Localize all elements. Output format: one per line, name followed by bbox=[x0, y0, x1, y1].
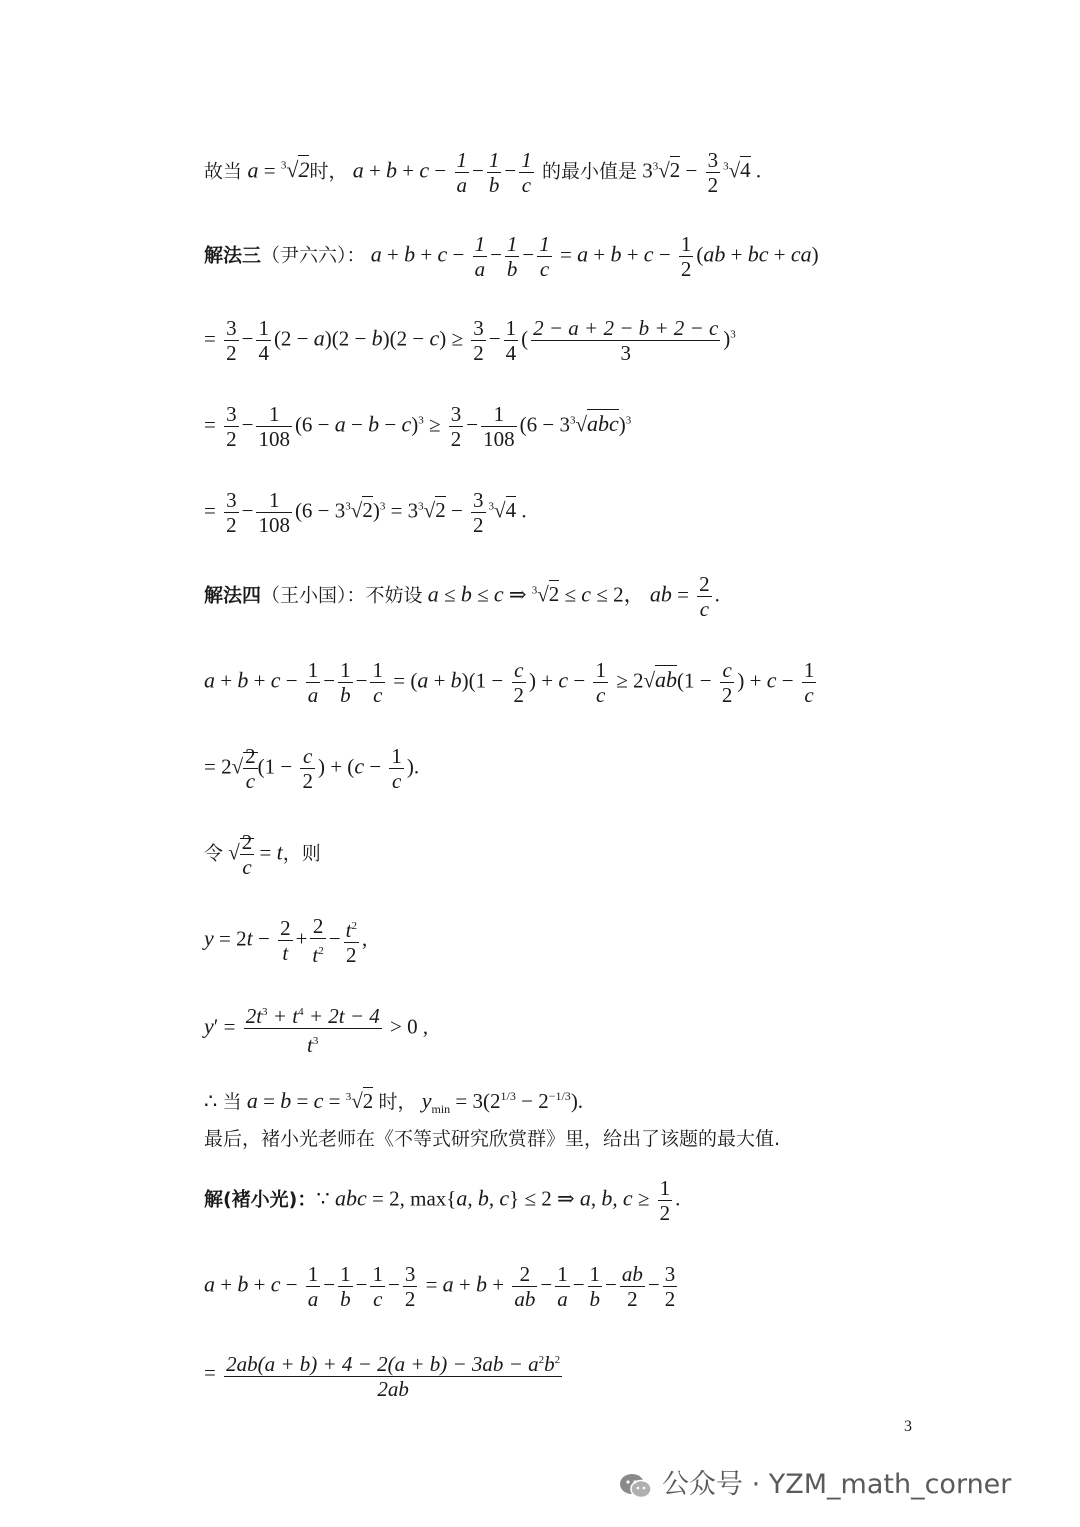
y-definition-line: y = 2t − $\frac{2}{t}$ + $\frac{2}{t^2}$ − $\frac{t^2}{2}$ , bbox=[204, 914, 368, 967]
substitution-prep-line: = 2√ $\frac{2}{c}$ (1 − $\frac{c}{2}$ ) + (c − $\frac{1}{c}$ ). bbox=[204, 744, 420, 793]
max-expansion-line: a + b + c − $\frac{1}{a}$ − $\frac{1}{b}$ − $\frac{1}{c}$ − $\frac{3}{2}$ = a + b + $\frac{2}{ab}$ − $\frac{1}{a}$ − $\frac{1}{b}$ − $\frac{ab}{2}$ − $\frac{3}{2}$ bbox=[204, 1262, 676, 1311]
method-five-line: 解(褚小光)：∵ abc = 2, max{a, b, c} ≤ 2 ⇒ a, b, c ≥ $\frac{1}{2}$ . bbox=[204, 1176, 681, 1225]
derivative-line: y′ = $\frac{2t^3 + t^4 + 2t - 4}{t^3}$ > 0 , bbox=[204, 1000, 428, 1057]
watermark bbox=[618, 1462, 1011, 1501]
let-t-line: 令 √ $\frac{2}{c}$ = t，则 bbox=[204, 830, 321, 879]
method-four-line: 解法四（王小国）：不妨设 a ≤ b ≤ c ⇒ $^3$√2 ≤ c ≤ 2， ab = $\frac{2}{c}$ . bbox=[204, 572, 720, 621]
amgm-step-line: = $\frac{3}{2}$ − $\frac{1}{4}$ (2 − a)(2 − b)(2 − c) ≥ $\frac{3}{2}$ − $\frac{1}{4}$ ( $\frac{2 - a + 2 - b + 2 - c}{3}$ )$^3$ bbox=[204, 316, 736, 365]
cube-step-line: = $\frac{3}{2}$ − $\frac{1}{108}$ $(6 - a - b - c)^3$ ≥ $\frac{3}{2}$ − $\frac{1}{108}$ $(6 - 3^3√abc)^3$ bbox=[204, 402, 632, 451]
watermark-text: 公众号 · YZM_math_corner bbox=[662, 1469, 1012, 1500]
inequality-line: a + b + c − $\frac{1}{a}$ − $\frac{1}{b}$ − $\frac{1}{c}$ = (a + b)(1 − $\frac{c}{2}$ ) + c − $\frac{1}{c}$ ≥ 2√ab(1 − $\frac{c}{2}$ ) + c − $\frac{1}{c}$ bbox=[204, 658, 815, 707]
wechat-icon bbox=[618, 1472, 654, 1500]
method-three-line: 解法三（尹六六）： a + b + c − $\frac{1}{a}$ − $\frac{1}{b}$ − $\frac{1}{c}$ = a + b + c − $\frac{1}{2}$ (ab + bc + ca) bbox=[204, 232, 819, 281]
minimum-line: ∴ 当 a = b = c = $^3$√2 时， $y_{min} = 3(2^{1/3} - 2^{-1/3})$. bbox=[204, 1088, 584, 1117]
combined-fraction-line: = $\frac{2ab(a + b) + 4 - 2(a + b) - 3ab - a^2b^2}{2ab}$ bbox=[204, 1348, 565, 1401]
conclusion-line: 故当 a = $^3$√2时， a + b + c − $\frac{1}{a}$ − $\frac{1}{b}$ − $\frac{1}{c}$ 的最小值是 $3^3√2$ − $\frac{3}{2}$ $^3$√4 . bbox=[204, 148, 762, 197]
result-line: = $\frac{3}{2}$ − $\frac{1}{108}$ $(6 - 3^3√2)^3 = 3^3√2$ − $\frac{3}{2}$ $^3$√4 . bbox=[204, 488, 527, 537]
page-number: 3 bbox=[904, 1418, 912, 1435]
intro-max-line: 最后，褚小光老师在《不等式研究欣赏群》里，给出了该题的最大值. bbox=[204, 1128, 781, 1150]
